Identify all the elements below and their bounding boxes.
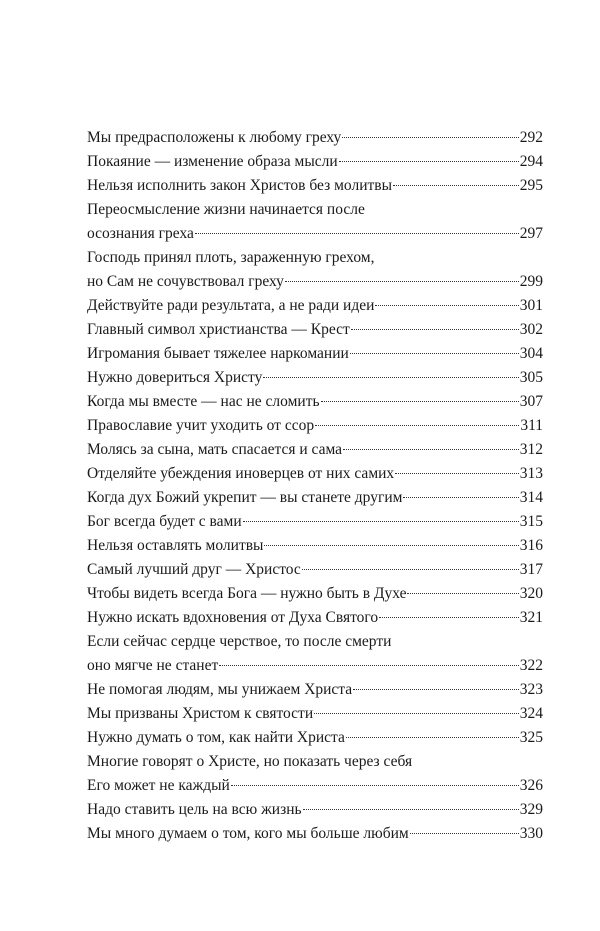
- toc-entry-row: [87, 462, 543, 486]
- toc-entry: [87, 342, 543, 366]
- toc-entry-title: Нельзя исполнить закон Христов без молитвы: [87, 177, 392, 194]
- dot-leader: [393, 185, 519, 186]
- toc-entry-title: Мы предрасположены к любому греху: [87, 129, 342, 146]
- toc-entry: [87, 126, 543, 150]
- toc-entry: [87, 582, 543, 606]
- toc-entry-row: [87, 126, 543, 150]
- toc-entry-title: Главный символ христианства — Крест: [87, 321, 350, 338]
- toc-entry-title-line: Господь принял плоть, зараженную грехом,: [87, 249, 375, 266]
- toc-entry-title: Его может не каждый: [87, 777, 230, 794]
- toc-page-number: 305: [519, 369, 543, 386]
- toc-entry: [87, 822, 543, 846]
- toc-entry-title-line: Переосмысление жизни начинается после: [87, 201, 365, 218]
- toc-page-number: 324: [519, 705, 543, 722]
- dot-leader: [315, 425, 519, 426]
- toc-page-number: 301: [519, 297, 543, 314]
- toc-page-number: 292: [519, 129, 543, 146]
- toc-entry-row: [87, 270, 543, 294]
- toc-page-number: 329: [519, 801, 543, 818]
- toc-entry-title: Бог всегда будет с вами: [87, 513, 242, 530]
- toc-entry: [87, 318, 543, 342]
- toc-entry: [87, 558, 543, 582]
- dot-leader: [403, 497, 518, 498]
- dot-leader: [339, 161, 519, 162]
- dot-leader: [379, 617, 519, 618]
- toc-page-number: 299: [519, 273, 543, 290]
- toc-entry: [87, 534, 543, 558]
- toc-page-number: 294: [519, 153, 543, 170]
- table-of-contents: [87, 126, 543, 846]
- toc-entry: [87, 198, 543, 246]
- toc-entry-title: Нужно довериться Христу: [87, 369, 263, 386]
- toc-entry-row: [87, 294, 543, 318]
- toc-entry-row: [87, 486, 543, 510]
- toc-page-number: 307: [519, 393, 543, 410]
- dot-leader: [219, 665, 519, 666]
- dot-leader: [285, 281, 519, 282]
- toc-page-number: 312: [519, 441, 543, 458]
- toc-entry: [87, 438, 543, 462]
- dot-leader: [321, 401, 519, 402]
- toc-entry: [87, 486, 543, 510]
- dot-leader: [395, 473, 519, 474]
- toc-entry: [87, 294, 543, 318]
- toc-page-number: 314: [519, 489, 543, 506]
- toc-entry-row: [87, 342, 543, 366]
- toc-entry-row: [87, 678, 543, 702]
- toc-page-number: 323: [519, 681, 543, 698]
- dot-leader: [342, 137, 518, 138]
- toc-page-number: 316: [519, 537, 543, 554]
- toc-entry: [87, 726, 543, 750]
- dot-leader: [303, 809, 519, 810]
- toc-entry-title: Православие учит уходить от ссор: [87, 417, 315, 434]
- toc-page-number: 330: [519, 825, 543, 842]
- toc-entry-row: [87, 774, 543, 798]
- toc-entry-row: [87, 726, 543, 750]
- toc-entry-title: Не помогая людям, мы унижаем Христа: [87, 681, 353, 698]
- toc-entry-row: [87, 582, 543, 606]
- toc-page-number: 297: [519, 225, 543, 242]
- dot-leader: [407, 593, 518, 594]
- dot-leader: [350, 353, 519, 354]
- dot-leader: [346, 737, 519, 738]
- toc-page-number: 325: [519, 729, 543, 746]
- toc-entry-title: Отделяйте убеждения иноверцев от них самих: [87, 465, 395, 482]
- toc-entry: [87, 510, 543, 534]
- toc-page-number: 311: [520, 417, 543, 434]
- toc-entry-title: осознания греха: [87, 225, 194, 242]
- toc-entry-title: Нельзя оставлять молитвы: [87, 537, 264, 554]
- toc-entry-title: Мы много думаем о том, кого мы больше любим: [87, 825, 409, 842]
- toc-page-number: 302: [519, 321, 543, 338]
- toc-entry: [87, 606, 543, 630]
- toc-entry-row: [87, 366, 543, 390]
- toc-page-number: 321: [519, 609, 543, 626]
- toc-entry-title: Мы призваны Христом к святости: [87, 705, 314, 722]
- dot-leader: [302, 569, 519, 570]
- dot-leader: [231, 785, 519, 786]
- toc-entry-row: [87, 222, 543, 246]
- toc-entry-title: Действуйте ради результата, а не ради идеи: [87, 297, 375, 314]
- toc-entry: [87, 798, 543, 822]
- toc-entry-row: [87, 558, 543, 582]
- toc-entry-row: [87, 510, 543, 534]
- toc-entry-title-line: Если сейчас сердце черствое, то после смерти: [87, 633, 392, 650]
- toc-page-number: 320: [519, 585, 543, 602]
- toc-page-number: 317: [519, 561, 543, 578]
- toc-entry-row: [87, 798, 543, 822]
- toc-entry: [87, 246, 543, 294]
- dot-leader: [375, 305, 518, 306]
- toc-entry-title: Самый лучший друг — Христос: [87, 561, 301, 578]
- toc-entry: [87, 174, 543, 198]
- toc-entry-title: Когда дух Божий укрепит — вы станете другим: [87, 489, 403, 506]
- dot-leader: [243, 521, 519, 522]
- toc-entry: [87, 630, 543, 678]
- toc-entry: [87, 678, 543, 702]
- toc-entry-row: [87, 822, 543, 846]
- toc-entry-title: но Сам не сочувствовал греху: [87, 273, 284, 290]
- toc-entry-title: оно мягче не станет: [87, 657, 219, 674]
- toc-entry-title-line: Многие говорят о Христе, но показать через себя: [87, 753, 413, 770]
- toc-page-number: 295: [519, 177, 543, 194]
- dot-leader: [264, 545, 518, 546]
- dot-leader: [410, 833, 519, 834]
- toc-page-number: 326: [519, 777, 543, 794]
- toc-entry-row: [87, 702, 543, 726]
- toc-entry-row: [87, 606, 543, 630]
- toc-entry-title: Когда мы вместе — нас не сломить: [87, 393, 320, 410]
- toc-entry: [87, 390, 543, 414]
- toc-entry-row: [87, 318, 543, 342]
- toc-entry: [87, 414, 543, 438]
- toc-entry: [87, 462, 543, 486]
- dot-leader: [314, 713, 519, 714]
- toc-page-number: 322: [519, 657, 543, 674]
- toc-page-number: 315: [519, 513, 543, 530]
- toc-entry-row: [87, 150, 543, 174]
- toc-entry: [87, 750, 543, 798]
- dot-leader: [353, 689, 519, 690]
- toc-entry-row: [87, 174, 543, 198]
- toc-entry-title: Игромания бывает тяжелее наркомании: [87, 345, 349, 362]
- toc-page-number: 304: [519, 345, 543, 362]
- toc-entry-title: Надо ставить цель на всю жизнь: [87, 801, 302, 818]
- toc-entry-title: Нужно искать вдохновения от Духа Святого: [87, 609, 379, 626]
- toc-entry-row: [87, 390, 543, 414]
- toc-entry-row: [87, 534, 543, 558]
- toc-entry-row: [87, 414, 543, 438]
- dot-leader: [263, 377, 518, 378]
- toc-entry: [87, 366, 543, 390]
- toc-entry-title: Чтобы видеть всегда Бога — нужно быть в Духе: [87, 585, 407, 602]
- dot-leader: [343, 449, 519, 450]
- toc-entry-title: Молясь за сына, мать спасается и сама: [87, 441, 343, 458]
- toc-entry-row: [87, 438, 543, 462]
- toc-entry-title: Нужно думать о том, как найти Христа: [87, 729, 345, 746]
- toc-entry-title: Покаяние — изменение образа мысли: [87, 153, 338, 170]
- toc-entry: [87, 150, 543, 174]
- toc-page-number: 313: [519, 465, 543, 482]
- dot-leader: [351, 329, 519, 330]
- toc-entry-row: [87, 654, 543, 678]
- toc-entry: [87, 702, 543, 726]
- dot-leader: [195, 233, 519, 234]
